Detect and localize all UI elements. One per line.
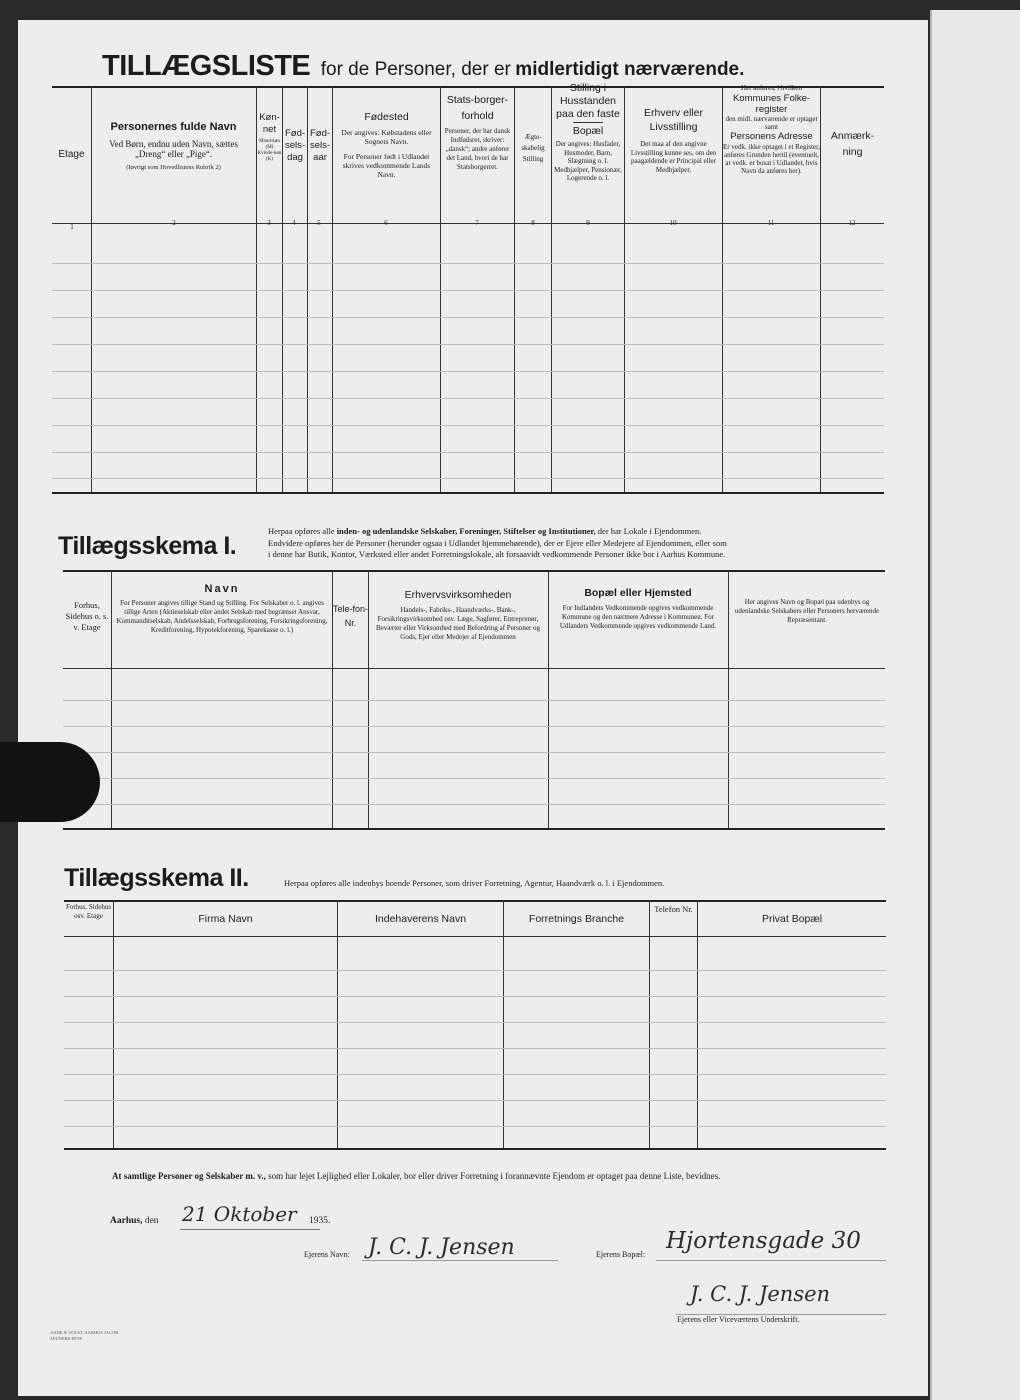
col-foedselsdag: Fød-sels-dag: [284, 128, 306, 163]
column-number: 9: [586, 219, 590, 227]
skema1-col-navn: Navn For Personer angives tillige Stand og Stilling. For Selskaber o. l. angives tillige Arten (Aktieselskab eller andet Selskab med begrænset Ansvar, Kommanditselskab, Andelsselskab, Forbrugsforening, Forsikringsforening, Kreditforening, Hypotekforening, Sparekasse o. l.): [116, 583, 328, 634]
skema1-col-repraesentant: Her angives Navn og Bopæl paa udenbys og udenlandske Selskabers eller Personers herværende Repræsentant.: [734, 598, 880, 624]
title-mid: for de Personer, der er: [320, 59, 511, 80]
col-fulde-navn: Personernes fulde Navn Ved Børn, endnu uden Navn, sættes „Dreng“ eller „Pige“. (Iøvrigt som Hovedlistens Rubrik 2): [109, 121, 238, 171]
skema1-intro-1a: Herpaa opføres alle: [268, 526, 337, 536]
place-label: Aarhus,: [110, 1216, 143, 1226]
attestation-rest: som har lejet Lejlighed eller Lokaler, bor eller driver Forretning i forannævnte Ejendom er optaget paa denne Liste, bevidnes.: [265, 1171, 721, 1181]
column-number: 5: [317, 219, 321, 227]
date-line: [110, 1216, 159, 1226]
skema2-title: Tillægsskema II.: [64, 864, 249, 892]
owner-name-handwritten: J. C. J. Jensen: [368, 1235, 515, 1260]
den-label: den: [144, 1216, 159, 1226]
skema2-col-privat-bopael: Privat Bopæl: [761, 913, 823, 925]
skema1-intro-1b: inden- og udenlandske Selskaber, Foreninger, Stiftelser og Institutioner,: [336, 526, 596, 536]
attestation-statement: [112, 1171, 720, 1181]
col-erhverv-livsstilling: Erhverv eller Livsstilling Det maa af den angivne Livsstilling kunne ses, om den paagældende er Principal eller Medhjælper.: [630, 107, 717, 174]
main-title: [102, 50, 744, 83]
skema2-intro: Herpaa opføres alle indenbys boende Personer, som driver Forretning, Agentur, Haandværk o. l. i Ejendommen.: [284, 878, 665, 888]
skema1-intro-1c: der har Lokale i Ejendommen.: [595, 526, 702, 536]
form-page: [18, 20, 928, 1396]
column-number: 2: [172, 219, 176, 227]
title-bold: midlertidigt nærværende.: [515, 59, 745, 80]
column-number: 1: [70, 223, 74, 231]
col-folkeregister-adresse: Her anføres, i hvilken Kommunes Folke-register den midl. nærværende er optaget samt Personens Adresse Er vedk. ikke optaget i et Register, anføres Grunden hertil (eventuelt, at vedk. er bosat i Udlandet, hvis Navn da anføres her).: [723, 84, 820, 175]
column-number: 10: [669, 219, 677, 227]
skema2-col-telefon: Telefon Nr.: [654, 904, 693, 914]
col-stilling-husstanden: Stilling i Husstanden paa den faste Bopæl Der angives: Husfader, Husmoder, Barn, Slægtning o. l. Medhjælper, Pensionær, Logerende o. l.: [554, 82, 622, 182]
column-number: 7: [475, 219, 479, 227]
title-big: TILLÆGSLISTE: [102, 50, 311, 82]
col-aegteskabelig-stilling: Ægte-skabelig Stilling: [521, 133, 545, 163]
binder-clip: [0, 742, 100, 822]
skema1-intro: [268, 526, 888, 561]
owner-address-label: Ejerens Bopæl:: [596, 1250, 646, 1259]
skema2-col-forretnings-branche: Forretnings Branche: [528, 913, 625, 925]
owner-name-label: Ejerens Navn:: [304, 1250, 350, 1259]
skema2-col-firma-navn: Firma Navn: [198, 913, 253, 925]
owner-address-handwritten: Hjortensgade 30: [666, 1228, 861, 1254]
skema1-intro-2: Endvidere opføres her de Personer (herunder ogsaa i Udlandet hjemmehørende), der er Ejere eller Medejere af Ejendommen, eller som: [268, 537, 727, 548]
col-statsborgerforhold: Stats-borger-forhold Personer, der har dansk Indfødsret, skriver: „dansk“; andre anfører det Land, hvori de har Statsborgerret.: [444, 94, 511, 171]
signature-label: Ejerens eller Viceværtens Underskrift.: [677, 1315, 800, 1324]
column-number: 4: [292, 219, 296, 227]
skema1-col-etage: Forhus, Sidehus o. s. v. Etage: [65, 600, 109, 632]
column-number: 6: [384, 219, 388, 227]
skema1-col-erhvervsvirksomheden: Erhvervsvirksomheden Handels-, Fabriks-, Haandværks-, Bank-, Forsikringsvirksomhed osv. Læge, Sagfører, Entreprenør, Beværter eller Virksomhed med Befordring af Personer og Gods, Ejer eller Medejer af Ejendommen: [375, 589, 541, 641]
skema1-title: Tillægsskema I.: [58, 532, 237, 560]
skema1-col-telefon: Tele-fon-Nr.: [333, 604, 368, 628]
skema2-col-indehaverens-navn: Indehaverens Navn: [374, 913, 467, 925]
signature-handwritten: J. C. J. Jensen: [690, 1282, 831, 1306]
col-etage: Etage: [58, 149, 85, 160]
col-foedested: Fødested Der angives: Købstadens eller Sognets Navn. For Personer født i Udlandet skrives vedkommende Lands Navn.: [341, 111, 432, 179]
year-label: 1935.: [309, 1216, 331, 1226]
date-handwritten: 21 Oktober: [182, 1202, 297, 1226]
col-anmaerkning: Anmærk-ning: [830, 130, 875, 158]
column-number: 11: [767, 219, 775, 227]
skema2-col-etage: Forhus, Sidehus osv. Etage: [65, 903, 112, 920]
col-foedselsaar: Fød-sels-aar: [309, 128, 331, 163]
col-koennet: Køn-net Mand-køn (M) Kvinde-køn (K): [257, 112, 282, 162]
next-page-edge: [930, 10, 1020, 1400]
attestation-bold: At samtlige Personer og Selskaber m. v.,: [112, 1171, 266, 1181]
skema1-col-bopael-hjemsted: Bopæl eller Hjemsted For Indlandets Vedkommende opgives vedkommende Kommune og den nærmere Adresse i Kommunen. For Udlandets Vedkommende opgives vedkommende Land.: [559, 587, 717, 630]
skema1-intro-3: i denne har Butik, Kontor, Værksted eller andet Forretningslokale, alt forsaavidt vedkommende Personer ikke bor i Aarhus Kommune.: [268, 549, 726, 559]
column-number: 3: [267, 219, 271, 227]
column-number: 12: [848, 219, 856, 227]
column-number: 8: [531, 219, 535, 227]
printer-imprint: AADE & VOLST, AARHUS JACOB ZEUNERS EFTF.: [50, 1330, 119, 1341]
